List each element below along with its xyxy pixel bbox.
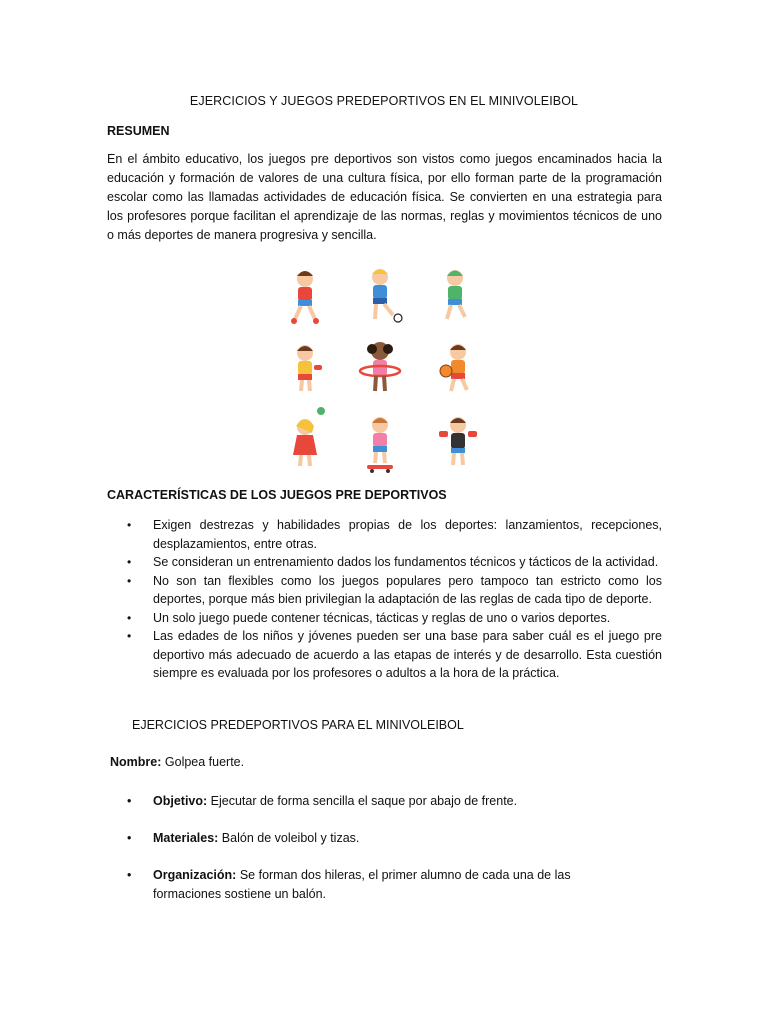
- bullet-icon: •: [127, 831, 132, 845]
- features-heading: CARACTERÍSTICAS DE LOS JUEGOS PRE DEPORTIVOS: [107, 488, 447, 502]
- objective-item: [107, 792, 662, 811]
- child-jumping-icon: [447, 270, 465, 319]
- list-item: • No son tan flexibles como los juegos populares pero tampoco tan estricto como los deportes, porque más bien privilegian la adaptación de las reglas de cada tipo de deporte.: [127, 573, 662, 606]
- child-football-icon: [372, 269, 402, 322]
- objective-value: Ejecutar de forma sencilla el saque por abajo de frente.: [210, 794, 518, 808]
- materials-item: [107, 829, 662, 848]
- child-ball-girl-icon: [293, 407, 325, 466]
- list-item: • Las edades de los niños y jóvenes pueden ser una base para saber cuál es el juego pre deportivo más adecuado de acuerdo a las etapas de interés y de desarrollo. Esta cuestión siempre es evaluada por los profesores o adultos a la hora de la práctica.: [127, 629, 662, 680]
- bullet-icon: •: [127, 518, 132, 532]
- organization-item: [107, 866, 662, 904]
- child-skateboard-icon: [367, 417, 393, 473]
- child-dumbbell-icon: [297, 345, 322, 391]
- summary-paragraph: En el ámbito educativo, los juegos pre deportivos son vistos como juegos encaminados hacia la educación y formación de valores de una cultura física, por ello forman parte de la programación escolar como las llamadas actividades de educación física. Se convierten en una estrategia para los profesores porque facilitan el aprendizaje de las normas, reglas y movimientos técnicos de uno o más deportes de manera progresiva y sencilla.: [107, 152, 662, 242]
- list-item: • Exigen destrezas y habilidades propias de los deportes: lanzamientos, recepciones, desplazamientos, entre otras.: [127, 518, 662, 551]
- child-running-icon: [291, 271, 319, 324]
- child-weights-icon: [439, 417, 477, 465]
- page-title: EJERCICIOS Y JUEGOS PREDEPORTIVOS EN EL MINIVOLEIBOL: [189, 94, 579, 108]
- exercises-heading: EJERCICIOS PREDEPORTIVOS PARA EL MINIVOLEIBOL: [132, 718, 464, 732]
- features-list: [107, 516, 662, 683]
- materials-value: Balón de voleibol y tizas.: [221, 831, 360, 845]
- bullet-icon: •: [127, 555, 132, 569]
- materials-label: Materiales:: [153, 831, 219, 845]
- bullet-icon: •: [127, 629, 132, 643]
- bullet-icon: •: [127, 610, 132, 625]
- name-line: [110, 755, 244, 769]
- child-basketball-icon: [440, 344, 467, 391]
- organization-label: Organización:: [153, 868, 237, 882]
- children-sports-illustration: [283, 263, 483, 476]
- bullet-icon: •: [127, 573, 132, 588]
- organization-value: Se forman dos hileras, el primer alumno de cada una de las formaciones sostiene un balón.: [153, 868, 571, 901]
- summary-heading: RESUMEN: [107, 124, 170, 138]
- objective-label: Objetivo:: [153, 794, 208, 808]
- name-label: Nombre:: [110, 755, 162, 769]
- name-value: Golpea fuerte.: [164, 755, 245, 769]
- list-item: • Un solo juego puede contener técnicas, tácticas y reglas de uno o varios deportes.: [107, 609, 662, 628]
- bullet-icon: •: [127, 794, 132, 808]
- list-item: • Se consideran un entrenamiento dados los fundamentos técnicos y tácticos de la actividad.: [107, 553, 662, 572]
- bullet-icon: •: [127, 868, 132, 882]
- child-hula-hoop-icon: [360, 342, 400, 391]
